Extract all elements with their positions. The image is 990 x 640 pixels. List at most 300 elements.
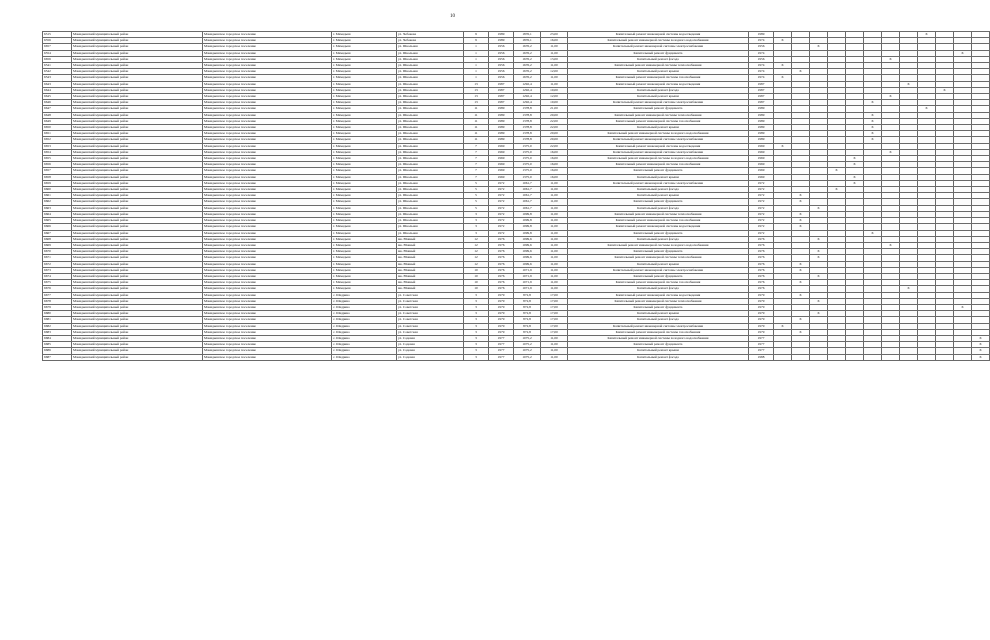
house-number-cell: 12	[464, 242, 489, 248]
work-type-cell: Капитальный ремонт крыши	[568, 348, 749, 354]
street-cell: ул. Школьная	[397, 63, 464, 69]
mark-cell-3: X	[810, 255, 828, 261]
work-type-cell: Капитальный ремонт фундамента	[568, 106, 749, 112]
build-year-cell: 1976	[489, 255, 514, 261]
house-number-cell: 13	[464, 87, 489, 93]
locality-cell: с. Шадрино	[332, 348, 397, 354]
settlement-cell: Мамадышское городское поселение	[203, 44, 332, 50]
mark-cell-3: X	[810, 298, 828, 304]
mark-cell-5: X	[846, 174, 864, 180]
district-cell: Мамадышский муниципальный район	[72, 187, 203, 193]
locality-cell: г. Мамадыш	[332, 38, 397, 44]
build-year-cell: 1976	[489, 286, 514, 292]
settlement-cell: Мамадышское городское поселение	[203, 342, 332, 348]
build-year-cell: 1956	[489, 50, 514, 56]
street-cell: мк. Южный	[397, 255, 464, 261]
build-year-cell: 1979	[489, 317, 514, 323]
locality-cell: г. Мамадыш	[332, 224, 397, 230]
area-cell: 872,8	[514, 292, 541, 298]
build-year-cell: 1969	[489, 143, 514, 149]
build-year-cell: 1976	[489, 273, 514, 279]
row-id-cell: 6650	[43, 125, 72, 131]
locality-cell: с. Шадрино	[332, 329, 397, 335]
street-cell: ул. Садовая	[397, 342, 464, 348]
row-id-cell: 6682	[43, 323, 72, 329]
street-cell: ул. Школьная	[397, 69, 464, 75]
work-type-cell: Капитальный ремонт фундамента	[568, 273, 749, 279]
locality-cell: г. Мамадыш	[332, 118, 397, 124]
row-id-cell: 6356	[43, 38, 72, 44]
cost-cell: 16,00	[541, 38, 568, 44]
plan-year-cell: 1987	[749, 81, 774, 87]
district-cell: Мамадышский муниципальный район	[72, 230, 203, 236]
settlement-cell: Мамадышское городское поселение	[203, 112, 332, 118]
build-year-cell: 1969	[489, 149, 514, 155]
locality-cell: г. Мамадыш	[332, 255, 397, 261]
district-cell: Мамадышский муниципальный район	[72, 143, 203, 149]
settlement-cell: Мамадышское городское поселение	[203, 137, 332, 143]
locality-cell: г. Мамадыш	[332, 112, 397, 118]
cost-cell: 17,00	[541, 304, 568, 310]
locality-cell: с. Шадрино	[332, 335, 397, 341]
settlement-cell: Мамадышское городское поселение	[203, 273, 332, 279]
house-number-cell: 7	[464, 168, 489, 174]
mark-cell-6: X	[864, 118, 882, 124]
work-type-cell: Капитальный ремонт крыши	[568, 174, 749, 180]
plan-year-cell: 1972	[749, 205, 774, 211]
house-number-cell: 9	[464, 38, 489, 44]
row-id-cell: 6663	[43, 205, 72, 211]
street-cell: мк. Южный	[397, 280, 464, 286]
district-cell: Мамадышский муниципальный район	[72, 149, 203, 155]
house-number-cell: 5	[464, 205, 489, 211]
district-cell: Мамадышский муниципальный район	[72, 75, 203, 81]
district-cell: Мамадышский муниципальный район	[72, 273, 203, 279]
street-cell: ул. Школьная	[397, 205, 464, 211]
locality-cell: г. Мамадыш	[332, 100, 397, 106]
district-cell: Мамадышский муниципальный район	[72, 69, 203, 75]
district-cell: Мамадышский муниципальный район	[72, 354, 203, 360]
settlement-cell: Мамадышское городское поселение	[203, 81, 332, 87]
house-number-cell: 3	[464, 335, 489, 341]
build-year-cell: 1989	[489, 106, 514, 112]
area-cell: 1292,4	[514, 87, 541, 93]
plan-year-cell: 1989	[749, 137, 774, 143]
settlement-cell: Мамадышское городское поселение	[203, 32, 332, 38]
house-number-cell: 3	[464, 317, 489, 323]
work-type-cell: Капитальный ремонт инженерной системы водоотведения	[568, 224, 749, 230]
locality-cell: г. Мамадыш	[332, 156, 397, 162]
cost-cell: 12,00	[541, 69, 568, 75]
work-type-cell: Капитальный ремонт фундамента	[568, 168, 749, 174]
area-cell: 1292,4	[514, 100, 541, 106]
plan-year-cell: 1989	[749, 125, 774, 131]
cost-cell: 11,00	[541, 187, 568, 193]
plan-year-cell: 1976	[749, 242, 774, 248]
locality-cell: с. Шадрино	[332, 317, 397, 323]
street-cell: ул. Школьная	[397, 94, 464, 100]
cost-cell: 11,00	[541, 236, 568, 242]
locality-cell: г. Мамадыш	[332, 125, 397, 131]
mark-cell-2: X	[792, 224, 810, 230]
plan-year-cell: 1969	[749, 149, 774, 155]
row-id-cell: 6654	[43, 149, 72, 155]
settlement-cell: Мамадышское городское поселение	[203, 174, 332, 180]
plan-year-cell: 1969	[749, 174, 774, 180]
mark-cell-11: X	[954, 304, 972, 310]
house-number-cell: 3	[464, 311, 489, 317]
district-cell: Мамадышский муниципальный район	[72, 199, 203, 205]
plan-year-cell: 1976	[749, 267, 774, 273]
district-cell: Мамадышский муниципальный район	[72, 311, 203, 317]
area-cell: 1099,6	[514, 261, 541, 267]
settlement-cell: Мамадышское городское поселение	[203, 94, 332, 100]
build-year-cell: 1977	[489, 342, 514, 348]
mark-cell-2: X	[792, 261, 810, 267]
area-cell: 1099,8	[514, 211, 541, 217]
work-type-cell: Капитальный ремонт инженерной системы газоснабжения	[568, 162, 749, 168]
build-year-cell: 1972	[489, 199, 514, 205]
work-type-cell: Капитальный ремонт фундамента	[568, 50, 749, 56]
settlement-cell: Мамадышское городское поселение	[203, 50, 332, 56]
mark-cell-6: X	[864, 137, 882, 143]
house-number-cell: 11	[464, 137, 489, 143]
plan-year-cell: 1979	[749, 304, 774, 310]
mark-cell-2: X	[792, 218, 810, 224]
locality-cell: с. Шадрино	[332, 304, 397, 310]
row-id-cell: 6668	[43, 236, 72, 242]
mark-cell-1: X	[774, 143, 792, 149]
area-cell: 1375,0	[514, 143, 541, 149]
street-cell: ул. Школьная	[397, 118, 464, 124]
locality-cell: г. Мамадыш	[332, 205, 397, 211]
house-number-cell: 12	[464, 236, 489, 242]
cost-cell: 11,00	[541, 267, 568, 273]
locality-cell: г. Мамадыш	[332, 174, 397, 180]
cost-cell: 11,00	[541, 224, 568, 230]
row-id-cell: 6658	[43, 174, 72, 180]
plan-year-cell: 1974	[749, 38, 774, 44]
settlement-cell: Мамадышское городское поселение	[203, 323, 332, 329]
settlement-cell: Мамадышское городское поселение	[203, 255, 332, 261]
street-cell: ул. Школьная	[397, 174, 464, 180]
house-number-cell: 5	[464, 193, 489, 199]
build-year-cell: 1956	[489, 75, 514, 81]
area-cell: 1676,2	[514, 63, 541, 69]
build-year-cell: 1989	[489, 118, 514, 124]
house-number-cell: 11	[464, 106, 489, 112]
district-cell: Мамадышский муниципальный район	[72, 255, 203, 261]
work-type-cell: Капитальный ремонт инженерной системы водоотведения	[568, 81, 749, 87]
build-year-cell: 1969	[489, 156, 514, 162]
build-year-cell: 1987	[489, 87, 514, 93]
settlement-cell: Мамадышское городское поселение	[203, 100, 332, 106]
district-cell: Мамадышский муниципальный район	[72, 118, 203, 124]
mark-cell-6: X	[864, 125, 882, 131]
settlement-cell: Мамадышское городское поселение	[203, 218, 332, 224]
mark-cell-8: X	[900, 81, 918, 87]
locality-cell: г. Мамадыш	[332, 230, 397, 236]
locality-cell: г. Мамадыш	[332, 44, 397, 50]
street-cell: ул. Школьная	[397, 224, 464, 230]
mark-cell-2: X	[792, 292, 810, 298]
cost-cell: 11,00	[541, 273, 568, 279]
street-cell: ул. Садовая	[397, 335, 464, 341]
plan-year-cell: 1979	[749, 323, 774, 329]
row-id-cell: 6645	[43, 94, 72, 100]
plan-year-cell: 1976	[749, 261, 774, 267]
area-cell: 1375,0	[514, 168, 541, 174]
house-number-cell: 11	[464, 118, 489, 124]
settlement-cell: Мамадышское городское поселение	[203, 143, 332, 149]
house-number-cell: 9	[464, 32, 489, 38]
house-number-cell: 13	[464, 81, 489, 87]
locality-cell: с. Шадрино	[332, 354, 397, 360]
house-number-cell: 13	[464, 100, 489, 106]
work-type-cell: Капитальный ремонт инженерной системы холодного водоснабжения	[568, 242, 749, 248]
street-cell: ул. Школьная	[397, 87, 464, 93]
house-number-cell: 3	[464, 304, 489, 310]
area-cell: 1676,2	[514, 44, 541, 50]
build-year-cell: 1979	[489, 298, 514, 304]
mark-cell-3	[810, 354, 828, 360]
district-cell: Мамадышский муниципальный район	[72, 162, 203, 168]
row-id-cell: 6649	[43, 118, 72, 124]
area-cell: 872,8	[514, 304, 541, 310]
row-id-cell: 6665	[43, 218, 72, 224]
work-type-cell: Капитальный ремонт фасада	[568, 205, 749, 211]
row-id-cell: 6315	[43, 32, 72, 38]
settlement-cell: Мамадышское городское поселение	[203, 261, 332, 267]
settlement-cell: Мамадышское городское поселение	[203, 311, 332, 317]
cost-cell: 11,00	[541, 205, 568, 211]
page-number: 10	[450, 14, 455, 19]
row-id-cell: 6543	[43, 75, 72, 81]
work-type-cell: Капитальный ремонт фасада	[568, 87, 749, 93]
cost-cell: 11,00	[541, 255, 568, 261]
settlement-cell: Мамадышское городское поселение	[203, 180, 332, 186]
plan-year-cell: 1979	[749, 292, 774, 298]
settlement-cell: Мамадышское городское поселение	[203, 329, 332, 335]
plan-year-cell: 1969	[749, 156, 774, 162]
capital-repair-register-table	[42, 31, 990, 361]
work-type-cell: Капитальный ремонт крыши	[568, 69, 749, 75]
settlement-cell: Мамадышское городское поселение	[203, 131, 332, 137]
district-cell: Мамадышский муниципальный район	[72, 156, 203, 162]
house-number-cell: 3	[464, 224, 489, 230]
cost-cell: 21,00	[541, 106, 568, 112]
street-cell: ул. Советская	[397, 298, 464, 304]
mark-cell-7: X	[882, 94, 900, 100]
build-year-cell: 1956	[489, 44, 514, 50]
row-id-cell: 6687	[43, 354, 72, 360]
house-number-cell: 3	[464, 348, 489, 354]
house-number-cell: 10	[464, 280, 489, 286]
build-year-cell: 1977	[489, 335, 514, 341]
row-id-cell: 6648	[43, 112, 72, 118]
build-year-cell: 1976	[489, 261, 514, 267]
locality-cell: г. Мамадыш	[332, 50, 397, 56]
settlement-cell: Мамадышское городское поселение	[203, 75, 332, 81]
locality-cell: г. Мамадыш	[332, 199, 397, 205]
work-type-cell: Капитальный ремонт фундамента	[568, 304, 749, 310]
house-number-cell: 7	[464, 149, 489, 155]
cost-cell: 11,00	[541, 242, 568, 248]
area-cell: 1292,4	[514, 81, 541, 87]
build-year-cell: 1979	[489, 311, 514, 317]
area-cell: 1071,9	[514, 273, 541, 279]
street-cell: мк. Южный	[397, 249, 464, 255]
cost-cell: 17,00	[541, 298, 568, 304]
build-year-cell: 1977	[489, 348, 514, 354]
plan-year-cell: 1976	[749, 280, 774, 286]
work-type-cell: Капитальный ремонт инженерной системы электроснабжения	[568, 149, 749, 155]
cost-cell: 20,00	[541, 137, 568, 143]
plan-year-cell: 1969	[749, 168, 774, 174]
mark-cell-1: X	[774, 75, 792, 81]
work-type-cell: Капитальный ремонт инженерной системы холодного водоснабжения	[568, 335, 749, 341]
cost-cell: 22,00	[541, 125, 568, 131]
house-number-cell: 1	[464, 50, 489, 56]
area-cell: 1061,7	[514, 187, 541, 193]
mark-cell-7	[882, 354, 900, 360]
work-type-cell: Капитальный ремонт инженерной системы теплоснабжения	[568, 63, 749, 69]
mark-cell-10: X	[936, 87, 954, 93]
house-number-cell: 5	[464, 199, 489, 205]
locality-cell: г. Мамадыш	[332, 273, 397, 279]
area-cell: 1061,7	[514, 205, 541, 211]
district-cell: Мамадышский муниципальный район	[72, 193, 203, 199]
cost-cell: 11,00	[541, 230, 568, 236]
locality-cell: г. Мамадыш	[332, 168, 397, 174]
work-type-cell: Капитальный ремонт фасада	[568, 286, 749, 292]
locality-cell: г. Мамадыш	[332, 280, 397, 286]
plan-year-cell: 1977	[749, 335, 774, 341]
cost-cell: 11,00	[541, 81, 568, 87]
street-cell: ул. Школьная	[397, 56, 464, 62]
row-id-cell: 6683	[43, 329, 72, 335]
district-cell: Мамадышский муниципальный район	[72, 280, 203, 286]
cost-cell: 22,00	[541, 143, 568, 149]
settlement-cell: Мамадышское городское поселение	[203, 162, 332, 168]
street-cell: ул. Садовая	[397, 348, 464, 354]
work-type-cell: Капитальный ремонт крыши	[568, 311, 749, 317]
work-type-cell: Капитальный ремонт инженерной системы холодного водоснабжения	[568, 131, 749, 137]
settlement-cell: Мамадышское городское поселение	[203, 69, 332, 75]
house-number-cell: 3	[464, 342, 489, 348]
settlement-cell: Мамадышское городское поселение	[203, 242, 332, 248]
plan-year-cell: 1976	[749, 273, 774, 279]
settlement-cell: Мамадышское городское поселение	[203, 199, 332, 205]
area-cell: 1378,8	[514, 112, 541, 118]
area-cell: 1375,0	[514, 174, 541, 180]
area-cell: 1061,7	[514, 180, 541, 186]
locality-cell: г. Мамадыш	[332, 187, 397, 193]
street-cell: ул. Школьная	[397, 199, 464, 205]
area-cell: 1075,2	[514, 348, 541, 354]
street-cell: ул. Школьная	[397, 50, 464, 56]
district-cell: Мамадышский муниципальный район	[72, 63, 203, 69]
mark-cell-2: X	[792, 211, 810, 217]
mark-cell-9	[918, 354, 936, 360]
area-cell: 1378,8	[514, 131, 541, 137]
cost-cell: 11,00	[541, 261, 568, 267]
area-cell: 872,8	[514, 329, 541, 335]
cost-cell: 11,00	[541, 249, 568, 255]
mark-cell-3: X	[810, 249, 828, 255]
street-cell: ул. Школьная	[397, 211, 464, 217]
mark-cell-6: X	[864, 112, 882, 118]
settlement-cell: Мамадышское городское поселение	[203, 348, 332, 354]
plan-year-cell: 1988	[749, 354, 774, 360]
settlement-cell: Мамадышское городское поселение	[203, 193, 332, 199]
cost-cell: 16,00	[541, 149, 568, 155]
build-year-cell: 1956	[489, 69, 514, 75]
build-year-cell: 1956	[489, 63, 514, 69]
area-cell: 1075,2	[514, 342, 541, 348]
locality-cell: г. Мамадыш	[332, 56, 397, 62]
plan-year-cell: 1974	[749, 50, 774, 56]
work-type-cell: Капитальный ремонт инженерной системы теплоснабжения	[568, 298, 749, 304]
plan-year-cell: 1989	[749, 112, 774, 118]
row-id-cell: 6655	[43, 156, 72, 162]
locality-cell: г. Мамадыш	[332, 249, 397, 255]
build-year-cell: 1987	[489, 100, 514, 106]
street-cell: ул. Школьная	[397, 218, 464, 224]
work-type-cell: Капитальный ремонт инженерной системы электроснабжения	[568, 180, 749, 186]
cost-cell: 11,00	[541, 199, 568, 205]
district-cell: Мамадышский муниципальный район	[72, 211, 203, 217]
row-id-cell: 6686	[43, 348, 72, 354]
house-number-cell: 5	[464, 187, 489, 193]
settlement-cell: Мамадышское городское поселение	[203, 292, 332, 298]
mark-cell-3: X	[810, 311, 828, 317]
area-cell: 1375,0	[514, 156, 541, 162]
cost-cell: 16,00	[541, 162, 568, 168]
cost-cell: 11,00	[541, 180, 568, 186]
street-cell: ул. Школьная	[397, 44, 464, 50]
mark-cell-5: X	[846, 162, 864, 168]
build-year-cell: 1976	[489, 280, 514, 286]
cost-cell: 11,00	[541, 63, 568, 69]
house-number-cell: 7	[464, 174, 489, 180]
house-number-cell: 7	[464, 162, 489, 168]
mark-cell-2: X	[792, 267, 810, 273]
mark-cell-10	[936, 354, 954, 360]
row-id-cell: 6651	[43, 131, 72, 137]
mark-cell-6	[864, 354, 882, 360]
row-id-cell: 6667	[43, 230, 72, 236]
settlement-cell: Мамадышское городское поселение	[203, 224, 332, 230]
mark-cell-8: X	[900, 286, 918, 292]
plan-year-cell: 1969	[749, 162, 774, 168]
plan-year-cell: 1977	[749, 342, 774, 348]
area-cell: 1876,1	[514, 38, 541, 44]
plan-year-cell: 1976	[749, 286, 774, 292]
street-cell: ул. Школьная	[397, 137, 464, 143]
mark-cell-4	[828, 354, 846, 360]
row-id-cell: 6672	[43, 261, 72, 267]
locality-cell: с. Шадрино	[332, 311, 397, 317]
street-cell: ул. Советская	[397, 292, 464, 298]
work-type-cell: Капитальный ремонт фундамента	[568, 199, 749, 205]
cost-cell: 11,00	[541, 342, 568, 348]
work-type-cell: Капитальный ремонт инженерной системы газоснабжения	[568, 118, 749, 124]
house-number-cell: 10	[464, 267, 489, 273]
work-type-cell: Капитальный ремонт инженерной системы водоотведения	[568, 32, 749, 38]
street-cell: ул. Школьная	[397, 106, 464, 112]
district-cell: Мамадышский муниципальный район	[72, 50, 203, 56]
